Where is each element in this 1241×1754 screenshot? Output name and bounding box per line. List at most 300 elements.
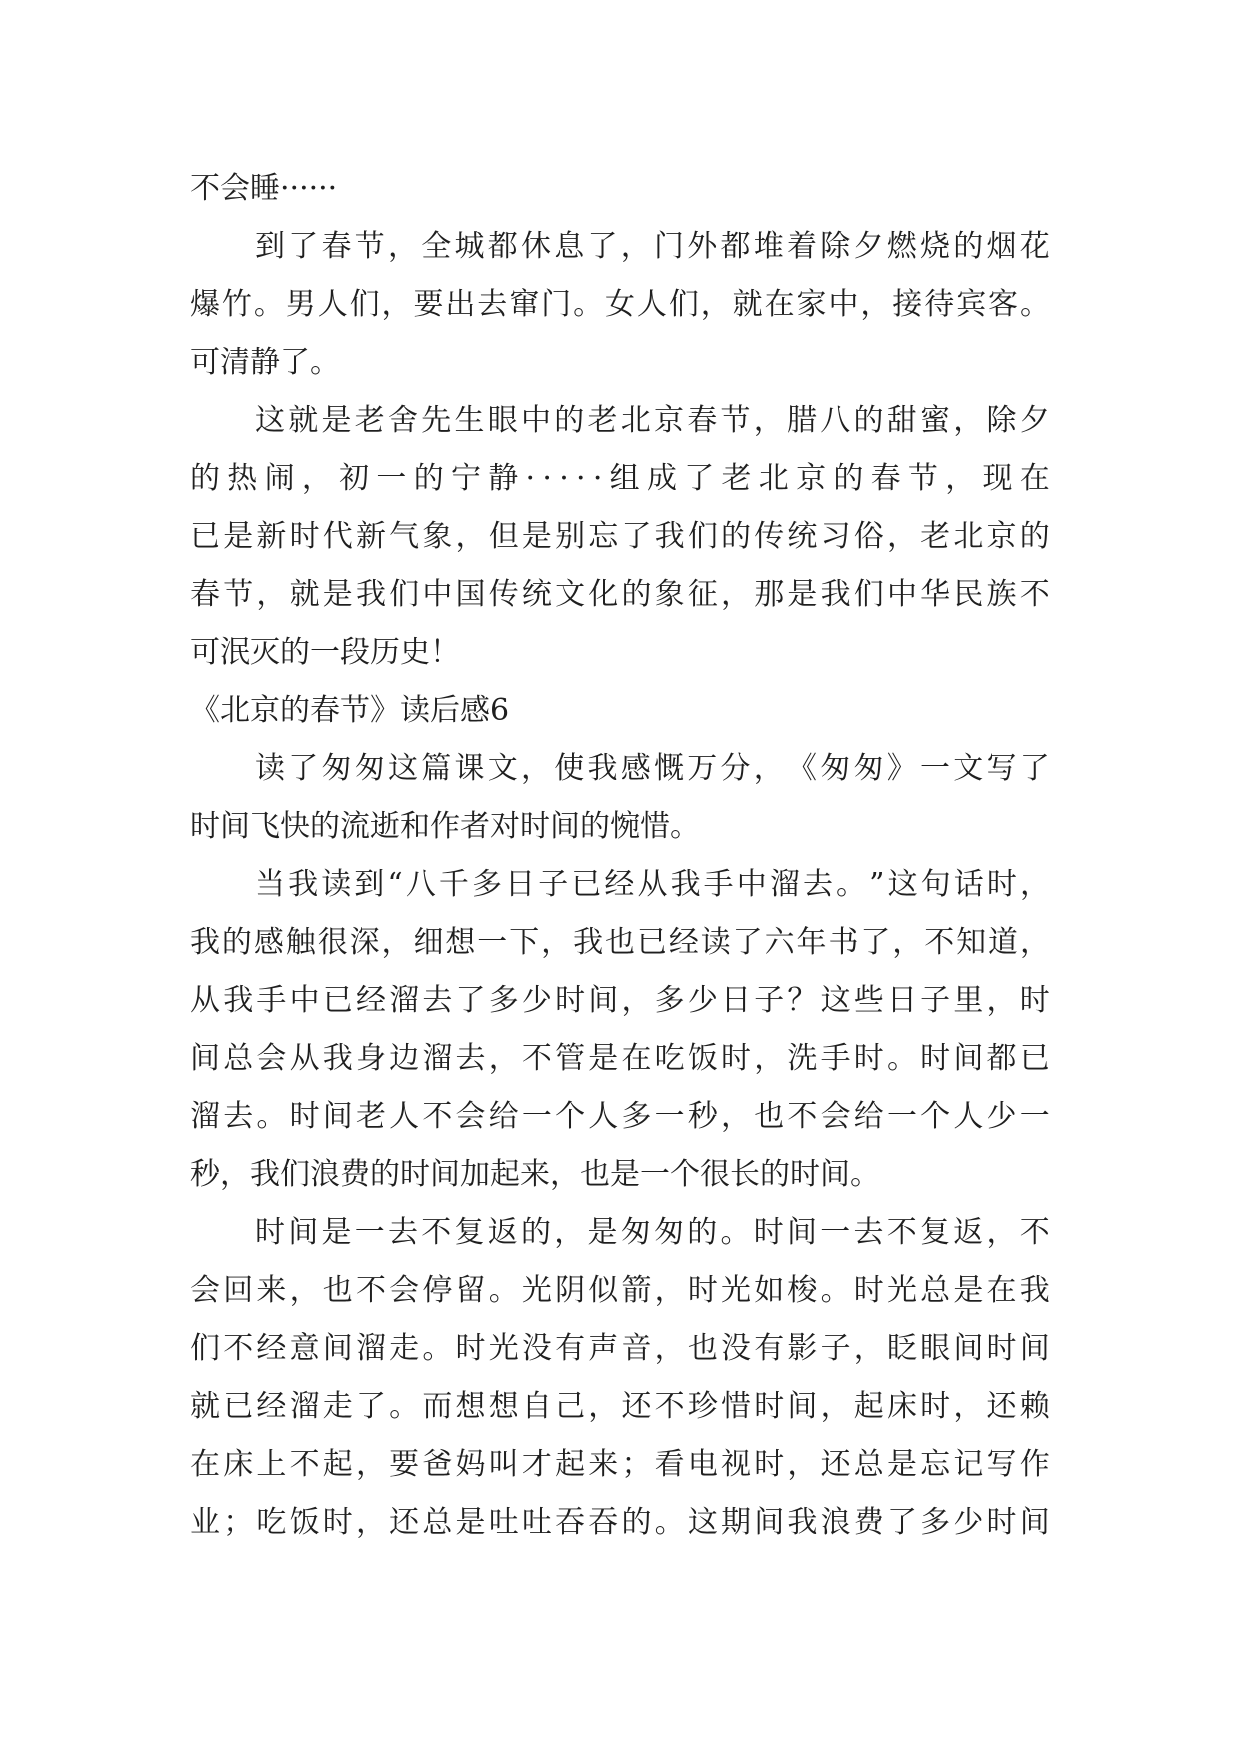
text-line bbox=[190, 972, 1050, 1030]
text-char: 起 bbox=[853, 1389, 884, 1424]
text-char: 了 bbox=[288, 229, 319, 264]
text-char: 间 bbox=[787, 1215, 817, 1250]
text-char: 不 bbox=[521, 1041, 552, 1076]
text-char: 看 bbox=[654, 1447, 685, 1482]
text-line bbox=[190, 334, 1050, 392]
text-char: ， bbox=[986, 983, 1017, 1018]
text-char: 经 bbox=[256, 1331, 287, 1366]
text-char: 总 bbox=[853, 1447, 884, 1482]
text-char: ， bbox=[787, 1447, 818, 1482]
text-char: 溜 bbox=[389, 983, 420, 1018]
text-char: 万 bbox=[687, 751, 718, 786]
text-char: 时 bbox=[986, 867, 1017, 902]
text-char: 就 bbox=[190, 1389, 220, 1424]
text-char: 不 bbox=[289, 1447, 320, 1482]
text-char: 待 bbox=[924, 287, 955, 322]
text-char: 声 bbox=[588, 1331, 619, 1366]
text-char: 时 bbox=[687, 1273, 718, 1308]
text-line-content bbox=[190, 508, 1050, 566]
text-char: 老 bbox=[355, 1099, 386, 1134]
text-char: 复 bbox=[920, 1215, 950, 1250]
text-char: 。 bbox=[389, 1389, 420, 1424]
text-char: 这 bbox=[820, 983, 851, 1018]
text-char: 光 bbox=[721, 1273, 751, 1308]
text-char: ， bbox=[289, 1273, 320, 1308]
text-line bbox=[190, 392, 1050, 450]
text-char: 读 bbox=[321, 867, 352, 902]
text-char: 的 bbox=[833, 461, 864, 496]
text-char: 要 bbox=[413, 287, 444, 322]
text-char: 去 bbox=[422, 983, 453, 1018]
text-char: 视 bbox=[721, 1447, 751, 1482]
text-char: 匆 bbox=[321, 751, 352, 786]
text-char: 文 bbox=[953, 751, 984, 786]
text-char: 们 bbox=[349, 287, 380, 322]
text-char: 少 bbox=[986, 1099, 1017, 1134]
text-char: 人 bbox=[389, 1099, 420, 1134]
text-char: ， bbox=[953, 1389, 984, 1424]
text-char: 溜 bbox=[422, 1041, 453, 1076]
text-char: 时 bbox=[920, 1041, 951, 1076]
text-char: 经 bbox=[668, 925, 699, 960]
text-char: 去 bbox=[853, 1215, 884, 1250]
text-char: 北 bbox=[953, 519, 984, 554]
text-char: 舍 bbox=[388, 403, 418, 438]
text-char: 不 bbox=[787, 1099, 818, 1134]
text-char: 已 bbox=[223, 1389, 254, 1424]
text-char: 人 bbox=[636, 287, 667, 322]
text-char: 的 bbox=[221, 925, 252, 960]
text-char: 间 bbox=[588, 983, 619, 1018]
text-line bbox=[190, 276, 1050, 334]
text-char: ” bbox=[869, 867, 885, 902]
text-char: 吞 bbox=[555, 1505, 586, 1540]
text-char: 是 bbox=[953, 1273, 984, 1308]
text-char: 溜 bbox=[289, 1389, 320, 1424]
text-char: 象 bbox=[654, 577, 685, 612]
text-char: 了 bbox=[455, 983, 486, 1018]
text-char: 感 bbox=[620, 751, 651, 786]
text-char: ， bbox=[554, 1215, 585, 1250]
text-char: 道 bbox=[988, 925, 1019, 960]
text-char: 甜 bbox=[886, 403, 917, 438]
text-line-content bbox=[190, 914, 1050, 972]
text-char: 一 bbox=[376, 461, 407, 496]
text-char: 手 bbox=[256, 983, 287, 1018]
text-char: 节 bbox=[720, 403, 751, 438]
text-char: 族 bbox=[986, 577, 1017, 612]
text-char: 人 bbox=[317, 287, 348, 322]
text-char: 日 bbox=[505, 867, 536, 902]
text-char: 这 bbox=[887, 867, 918, 902]
text-char: 间 bbox=[322, 1331, 353, 1366]
text-line-content bbox=[190, 1030, 1050, 1088]
text-char: 除 bbox=[986, 403, 1017, 438]
text-line bbox=[190, 1320, 1050, 1378]
text-char: 们 bbox=[389, 577, 420, 612]
text-char: 读 bbox=[255, 751, 285, 786]
text-char: 一 bbox=[1019, 1099, 1050, 1134]
text-char: 节 bbox=[354, 229, 385, 264]
text-char: 我 bbox=[573, 925, 604, 960]
text-char: 饭 bbox=[289, 1505, 320, 1540]
text-char: 代 bbox=[322, 519, 353, 554]
text-char: 电 bbox=[687, 1447, 718, 1482]
text-char: 的 bbox=[853, 403, 884, 438]
text-char: 去 bbox=[477, 287, 508, 322]
text-char: 在 bbox=[621, 1041, 652, 1076]
text-line-content bbox=[190, 1436, 1050, 1494]
text-char: 多 bbox=[488, 983, 519, 1018]
text-char: 新 bbox=[256, 519, 287, 554]
text-char: 吐 bbox=[521, 1505, 552, 1540]
text-char: 的 bbox=[190, 461, 220, 496]
text-char: 多 bbox=[654, 983, 685, 1018]
text-char: 间 bbox=[953, 1041, 984, 1076]
text-char: · bbox=[542, 461, 552, 496]
text-char: 传 bbox=[754, 519, 785, 554]
text-char: ， bbox=[886, 519, 917, 554]
text-char: 华 bbox=[920, 577, 951, 612]
text-line bbox=[190, 1146, 1050, 1204]
text-char: 我 bbox=[654, 519, 685, 554]
text-char: ， bbox=[388, 229, 418, 264]
text-char: 还 bbox=[389, 1505, 420, 1540]
text-char: ， bbox=[945, 461, 976, 496]
text-char: 意 bbox=[289, 1331, 320, 1366]
text-char: 床 bbox=[886, 1389, 917, 1424]
text-char: ， bbox=[853, 1331, 884, 1366]
text-line bbox=[190, 1204, 1050, 1262]
text-char: 惜 bbox=[721, 1389, 751, 1424]
text-char: 不 bbox=[421, 1215, 452, 1250]
text-char: 俗 bbox=[853, 519, 884, 554]
text-char: 要 bbox=[389, 1447, 420, 1482]
text-char: ， bbox=[754, 1041, 785, 1076]
text-char: 春 bbox=[190, 577, 220, 612]
text-char: 时 bbox=[754, 1389, 785, 1424]
text-char: ， bbox=[654, 1331, 685, 1366]
text-char: 作 bbox=[1019, 1447, 1050, 1482]
document-body bbox=[190, 160, 1050, 1552]
text-char: 。 bbox=[488, 1273, 519, 1308]
text-line-content: 不会睡······ bbox=[190, 171, 338, 206]
text-char: 时 bbox=[255, 1215, 285, 1250]
text-char: 中 bbox=[828, 287, 859, 322]
text-char: 。 bbox=[886, 1041, 917, 1076]
text-char: 多 bbox=[920, 1505, 951, 1540]
text-char: 春 bbox=[870, 461, 901, 496]
text-line-content bbox=[255, 218, 1050, 276]
text-char: 下 bbox=[509, 925, 540, 960]
text-char: 影 bbox=[787, 1331, 818, 1366]
text-char: 时 bbox=[853, 1273, 884, 1308]
text-char: 叫 bbox=[488, 1447, 519, 1482]
text-char: 间 bbox=[754, 1505, 785, 1540]
text-char: 中 bbox=[736, 867, 767, 902]
text-char: 京 bbox=[654, 403, 684, 438]
text-char: 我 bbox=[587, 751, 618, 786]
text-char: 都 bbox=[720, 229, 751, 264]
text-char: 六 bbox=[764, 925, 795, 960]
text-char: 也 bbox=[754, 1099, 785, 1134]
text-char: 老 bbox=[354, 403, 385, 438]
text-char: 。 bbox=[573, 287, 604, 322]
text-char: 时 bbox=[753, 1215, 784, 1250]
text-char: 忘 bbox=[920, 1447, 951, 1482]
text-char: 去 bbox=[455, 1041, 486, 1076]
text-char: 些 bbox=[853, 983, 884, 1018]
text-char: 也 bbox=[322, 1273, 353, 1308]
text-char: 箭 bbox=[621, 1273, 652, 1308]
text-char: 已 bbox=[1019, 1041, 1050, 1076]
text-char: 眨 bbox=[886, 1331, 917, 1366]
text-char: ， bbox=[521, 751, 551, 786]
text-char: 年 bbox=[796, 925, 827, 960]
text-char: 珍 bbox=[687, 1389, 718, 1424]
text-line bbox=[190, 682, 1050, 740]
text-char: 阴 bbox=[555, 1273, 586, 1308]
text-char: 老 bbox=[721, 461, 752, 496]
text-char: 是 bbox=[321, 1215, 352, 1250]
text-char: 的 bbox=[621, 577, 652, 612]
text-char: 会 bbox=[190, 1273, 220, 1308]
text-char: 时 bbox=[986, 1505, 1017, 1540]
text-char: 触 bbox=[285, 925, 316, 960]
text-char: 春 bbox=[321, 229, 352, 264]
text-char: 不 bbox=[924, 925, 955, 960]
text-char: 在 bbox=[190, 1447, 220, 1482]
text-char: 热 bbox=[227, 461, 258, 496]
text-char: · bbox=[559, 461, 569, 496]
text-char: 时 bbox=[555, 983, 586, 1018]
text-char: 一 bbox=[920, 751, 950, 786]
text-char: 也 bbox=[687, 1331, 718, 1366]
text-char: 来 bbox=[588, 1447, 619, 1482]
text-char: 节 bbox=[907, 461, 938, 496]
text-line bbox=[190, 1262, 1050, 1320]
text-char: ， bbox=[721, 1099, 751, 1134]
text-char: 爆 bbox=[190, 287, 220, 322]
text-char: ， bbox=[753, 403, 784, 438]
text-char: 堆 bbox=[753, 229, 784, 264]
text-char: 时 bbox=[920, 1389, 951, 1424]
text-char: 很 bbox=[317, 925, 348, 960]
text-char: 就 bbox=[732, 287, 763, 322]
text-char: 门 bbox=[654, 229, 684, 264]
text-char: 都 bbox=[986, 1041, 1017, 1076]
text-char: 了 bbox=[684, 461, 715, 496]
text-char: 外 bbox=[687, 229, 718, 264]
text-char: 。 bbox=[253, 287, 284, 322]
text-char: 是 bbox=[886, 1447, 917, 1482]
text-char: 身 bbox=[355, 1041, 386, 1076]
text-char: 时 bbox=[754, 1447, 785, 1482]
text-char: 一 bbox=[354, 1215, 385, 1250]
text-char: 眼 bbox=[487, 403, 518, 438]
text-char: 节 bbox=[223, 577, 254, 612]
text-char: 是 bbox=[455, 1505, 486, 1540]
text-line bbox=[190, 160, 1050, 218]
text-char: 了 bbox=[886, 1505, 917, 1540]
text-char: 有 bbox=[555, 1331, 586, 1366]
text-char: 去 bbox=[223, 1099, 254, 1134]
text-char: 去 bbox=[802, 867, 833, 902]
text-char: 似 bbox=[588, 1273, 619, 1308]
text-char: 已 bbox=[322, 983, 353, 1018]
text-char: 来 bbox=[256, 1273, 287, 1308]
text-char: 忘 bbox=[588, 519, 619, 554]
text-char: 竹 bbox=[221, 287, 252, 322]
text-char: ， bbox=[620, 229, 651, 264]
text-char: 己 bbox=[555, 1389, 586, 1424]
text-line-content bbox=[190, 972, 1050, 1030]
text-char: ， bbox=[588, 1389, 619, 1424]
text-char: ， bbox=[860, 287, 891, 322]
text-line-content bbox=[190, 1320, 1050, 1378]
text-char: 还 bbox=[820, 1447, 851, 1482]
text-char: 别 bbox=[555, 519, 586, 554]
text-char: ； bbox=[223, 1505, 254, 1540]
text-char: 留 bbox=[455, 1273, 486, 1308]
text-char: 时 bbox=[289, 519, 320, 554]
text-char: 日 bbox=[886, 983, 917, 1018]
text-char: 停 bbox=[422, 1273, 453, 1308]
text-char: 们 bbox=[190, 1331, 220, 1366]
text-char: 不 bbox=[422, 1099, 453, 1134]
text-char: 就 bbox=[288, 403, 319, 438]
text-line-content: 可清静了。 bbox=[190, 345, 340, 380]
text-char: 光 bbox=[886, 1273, 917, 1308]
text-char: ， bbox=[953, 403, 984, 438]
text-line bbox=[190, 218, 1050, 276]
text-char: 客 bbox=[988, 287, 1019, 322]
text-char: 间 bbox=[190, 1041, 220, 1076]
text-char: 人 bbox=[588, 1099, 619, 1134]
text-char: 间 bbox=[322, 1099, 353, 1134]
text-char: 文 bbox=[487, 751, 518, 786]
text-char: 是 bbox=[588, 1041, 619, 1076]
text-char: 给 bbox=[488, 1099, 519, 1134]
text-line-content bbox=[190, 1378, 1050, 1436]
text-char: 多 bbox=[472, 867, 502, 902]
text-char: 这 bbox=[255, 403, 285, 438]
text-char: · bbox=[576, 461, 586, 496]
text-char: 总 bbox=[422, 1505, 453, 1540]
text-char: 花 bbox=[1019, 229, 1050, 264]
text-char: 回 bbox=[223, 1273, 254, 1308]
text-char: 也 bbox=[604, 925, 635, 960]
text-char: 宁 bbox=[450, 461, 481, 496]
text-char: 少 bbox=[521, 983, 552, 1018]
text-char: 千 bbox=[438, 867, 469, 902]
text-char: 不 bbox=[355, 1273, 386, 1308]
text-char: 们 bbox=[687, 519, 718, 554]
text-char: 间 bbox=[953, 1331, 984, 1366]
text-char: 眼 bbox=[920, 1331, 951, 1366]
text-line-content bbox=[190, 566, 1050, 624]
text-char: ， bbox=[301, 461, 332, 496]
text-char: 是 bbox=[321, 403, 352, 438]
text-char: 给 bbox=[853, 1099, 884, 1134]
text-char: 管 bbox=[555, 1041, 586, 1076]
text-char: 复 bbox=[454, 1215, 485, 1250]
text-char: 了 bbox=[621, 519, 652, 554]
text-char: 间 bbox=[288, 1215, 319, 1250]
text-char: 着 bbox=[787, 229, 817, 264]
text-char: 业 bbox=[190, 1505, 220, 1540]
text-char: 如 bbox=[754, 1273, 785, 1308]
text-char: 溜 bbox=[190, 1099, 220, 1134]
text-char: 书 bbox=[828, 925, 859, 960]
text-char: 国 bbox=[455, 577, 486, 612]
text-char: 知 bbox=[956, 925, 987, 960]
text-line bbox=[190, 798, 1050, 856]
text-line bbox=[190, 624, 1050, 682]
text-char: 的 bbox=[521, 1215, 551, 1250]
text-line bbox=[190, 566, 1050, 624]
text-char: 子 bbox=[754, 983, 785, 1018]
text-char: 一 bbox=[654, 1099, 685, 1134]
text-char: 间 bbox=[787, 1389, 818, 1424]
text-char: 使 bbox=[554, 751, 585, 786]
text-char: ， bbox=[986, 1215, 1017, 1250]
text-char: 这 bbox=[388, 751, 418, 786]
text-char: 没 bbox=[521, 1331, 552, 1366]
text-char: ， bbox=[700, 287, 731, 322]
text-char: 返 bbox=[953, 1215, 984, 1250]
text-char: ， bbox=[1019, 925, 1050, 960]
text-char: 个 bbox=[920, 1099, 951, 1134]
text-char: 期 bbox=[721, 1505, 751, 1540]
text-char: 成 bbox=[646, 461, 677, 496]
text-char: 细 bbox=[413, 925, 444, 960]
text-char: 会 bbox=[820, 1099, 851, 1134]
text-char: 少 bbox=[687, 983, 718, 1018]
text-char: 经 bbox=[355, 983, 386, 1018]
text-char: 经 bbox=[604, 867, 635, 902]
text-char: 起 bbox=[322, 1447, 353, 1482]
text-char: 句 bbox=[920, 867, 951, 902]
text-char: 在 bbox=[986, 1273, 1017, 1308]
text-line-content bbox=[255, 392, 1050, 450]
text-char: 的 bbox=[621, 1505, 652, 1540]
text-char: ； bbox=[621, 1447, 652, 1482]
text-char: 溜 bbox=[355, 1331, 386, 1366]
text-char: 。 bbox=[654, 1505, 685, 1540]
text-line bbox=[190, 450, 1050, 508]
text-char: 吐 bbox=[488, 1505, 519, 1540]
text-char: 梭 bbox=[787, 1273, 818, 1308]
text-char: ？ bbox=[787, 983, 818, 1018]
text-char: 饭 bbox=[687, 1041, 718, 1076]
text-char: 了 bbox=[288, 751, 319, 786]
text-char: 老 bbox=[587, 403, 618, 438]
text-char: 一 bbox=[477, 925, 508, 960]
text-char: 我 bbox=[190, 925, 220, 960]
text-char: 了 bbox=[860, 925, 891, 960]
text-char: 是 bbox=[322, 577, 353, 612]
text-char: 时 bbox=[289, 1099, 320, 1134]
text-char: 想 bbox=[488, 1389, 519, 1424]
text-line-content: 可泯灭的一段历史！ bbox=[190, 635, 460, 670]
text-char: 气 bbox=[389, 519, 420, 554]
text-char: 妈 bbox=[455, 1447, 486, 1482]
text-char: 一 bbox=[820, 1215, 851, 1250]
text-char: 不 bbox=[1019, 1215, 1050, 1250]
text-char: 了 bbox=[732, 925, 763, 960]
text-char: 吃 bbox=[654, 1041, 685, 1076]
